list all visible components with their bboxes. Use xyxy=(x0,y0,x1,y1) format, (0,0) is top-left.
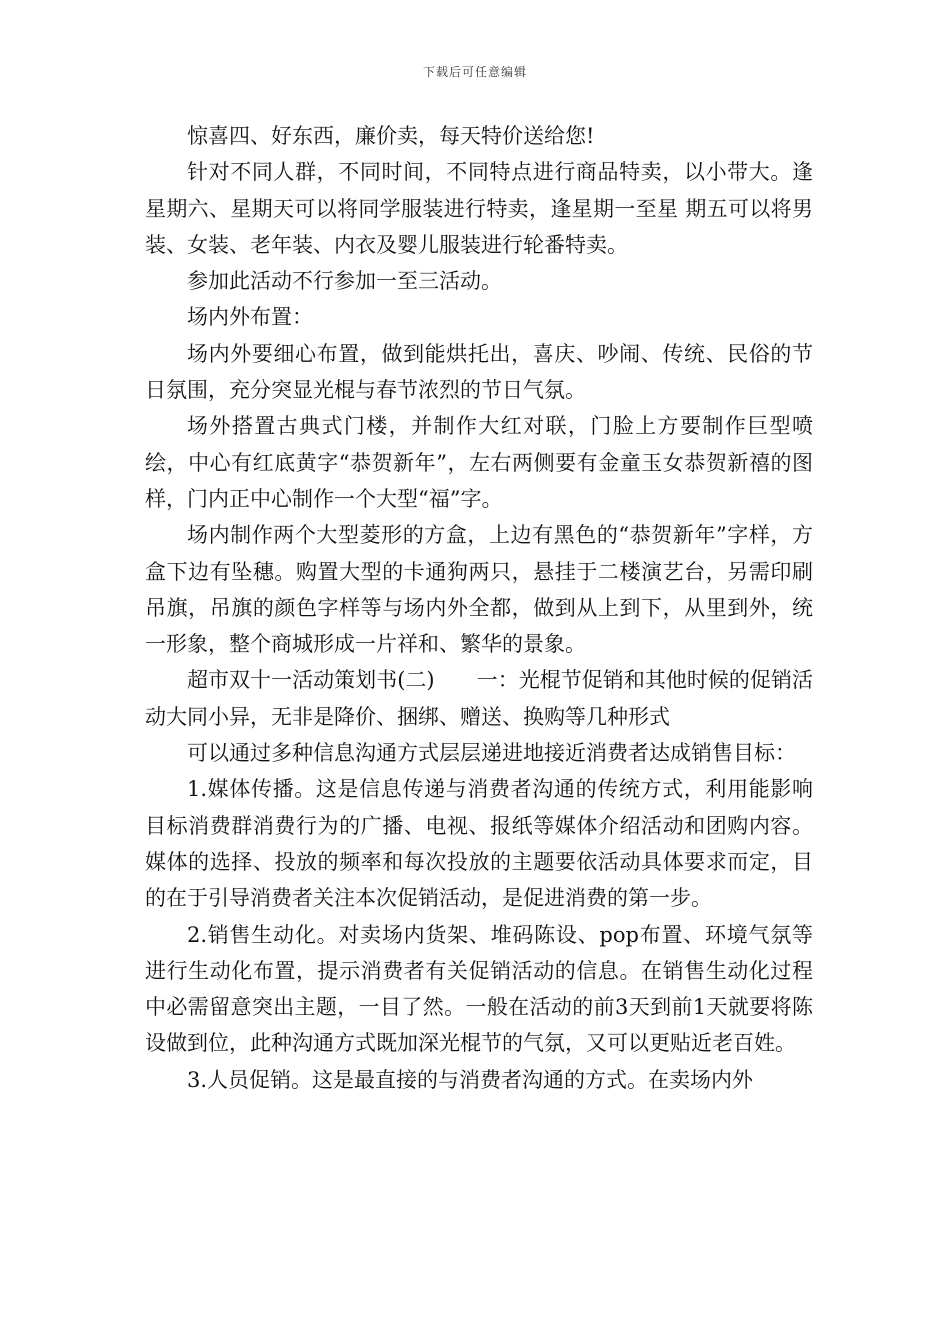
paragraph-plan-two-title: 超市双十一活动策划书(二) 一：光棍节促销和其他时候的促销活动大同小异，无非是降价、捆绑、赠送、换购等几种形式 xyxy=(145,668,813,729)
paragraph-indoor-decor: 场内制作两个大型菱形的方盒，上边有黑色的“恭贺新年”字样，方盒下边有坠穗。购置大型的卡通狗两只，悬挂于二楼演艺台，另需印刷吊旗，吊旗的颜色字样等与场内外全都，做到从上到下，从里到外，统一形象，整个商城形成一片祥和、繁华的景象。 xyxy=(145,523,813,657)
page-header: 下载后可任意编辑 xyxy=(422,65,527,79)
paragraph-surprise-four: 惊喜四、好东西，廉价卖，每天特价送给您! xyxy=(187,124,595,148)
paragraph-venue-heading: 场内外布置： xyxy=(187,305,313,330)
paragraph-venue-atmosphere: 场内外要细心布置，做到能烘托出，喜庆、吵闹、传统、民俗的节日氛围，充分突显光棍与春节浓烈的节日气氛。 xyxy=(145,341,813,403)
paragraph-communication-intro: 可以通过多种信息沟通方式层层递进地接近消费者达成销售目标： xyxy=(187,741,796,766)
paragraph-media: 1.媒体传播。这是信息传递与消费者沟通的传统方式，利用能影响目标消费群消费行为的广播、电视、报纸等媒体介绍活动和团购内容。媒体的选择、投放的频率和每次投放的主题要依活动具体要求而定，目的在于引导消费者关注本次促销活动，是促进消费的第一步。 xyxy=(145,777,813,911)
paragraph-personal-selling: 3.人员促销。这是最直接的与消费者沟通的方式。在卖场内外 xyxy=(187,1067,754,1092)
paragraph-outdoor-gate: 场外搭置古典式门楼，并制作大红对联，门脸上方要制作巨型喷绘，中心有红底黄字“恭贺新年”，左右两侧要有金童玉女恭贺新禧的图样，门内正中心制作一个大型“福”字。 xyxy=(145,414,813,511)
paragraph-sales-display: 2.销售生动化。对卖场内货架、堆码陈设、pop布置、环境气氛等进行生动化布置，提示消费者有关促销活动的信息。在销售生动化过程中必需留意突出主题，一目了然。一般在活动的前3天到前1天就要将陈设做到位，此种沟通方式既加深光棍节的气氛，又可以更贴近老百姓。 xyxy=(145,922,813,1056)
paragraph-special-sale: 针对不同人群，不同时间，不同特点进行商品特卖，以小带大。逢星期六、星期天可以将同学服装进行特卖，逢星期一至星 期五可以将男装、女装、老年装、内衣及婴儿服装进行轮番特卖。 xyxy=(145,160,813,257)
paragraph-participation-rule: 参加此活动不行参加一至三活动。 xyxy=(187,269,502,294)
document-body xyxy=(145,118,813,1098)
